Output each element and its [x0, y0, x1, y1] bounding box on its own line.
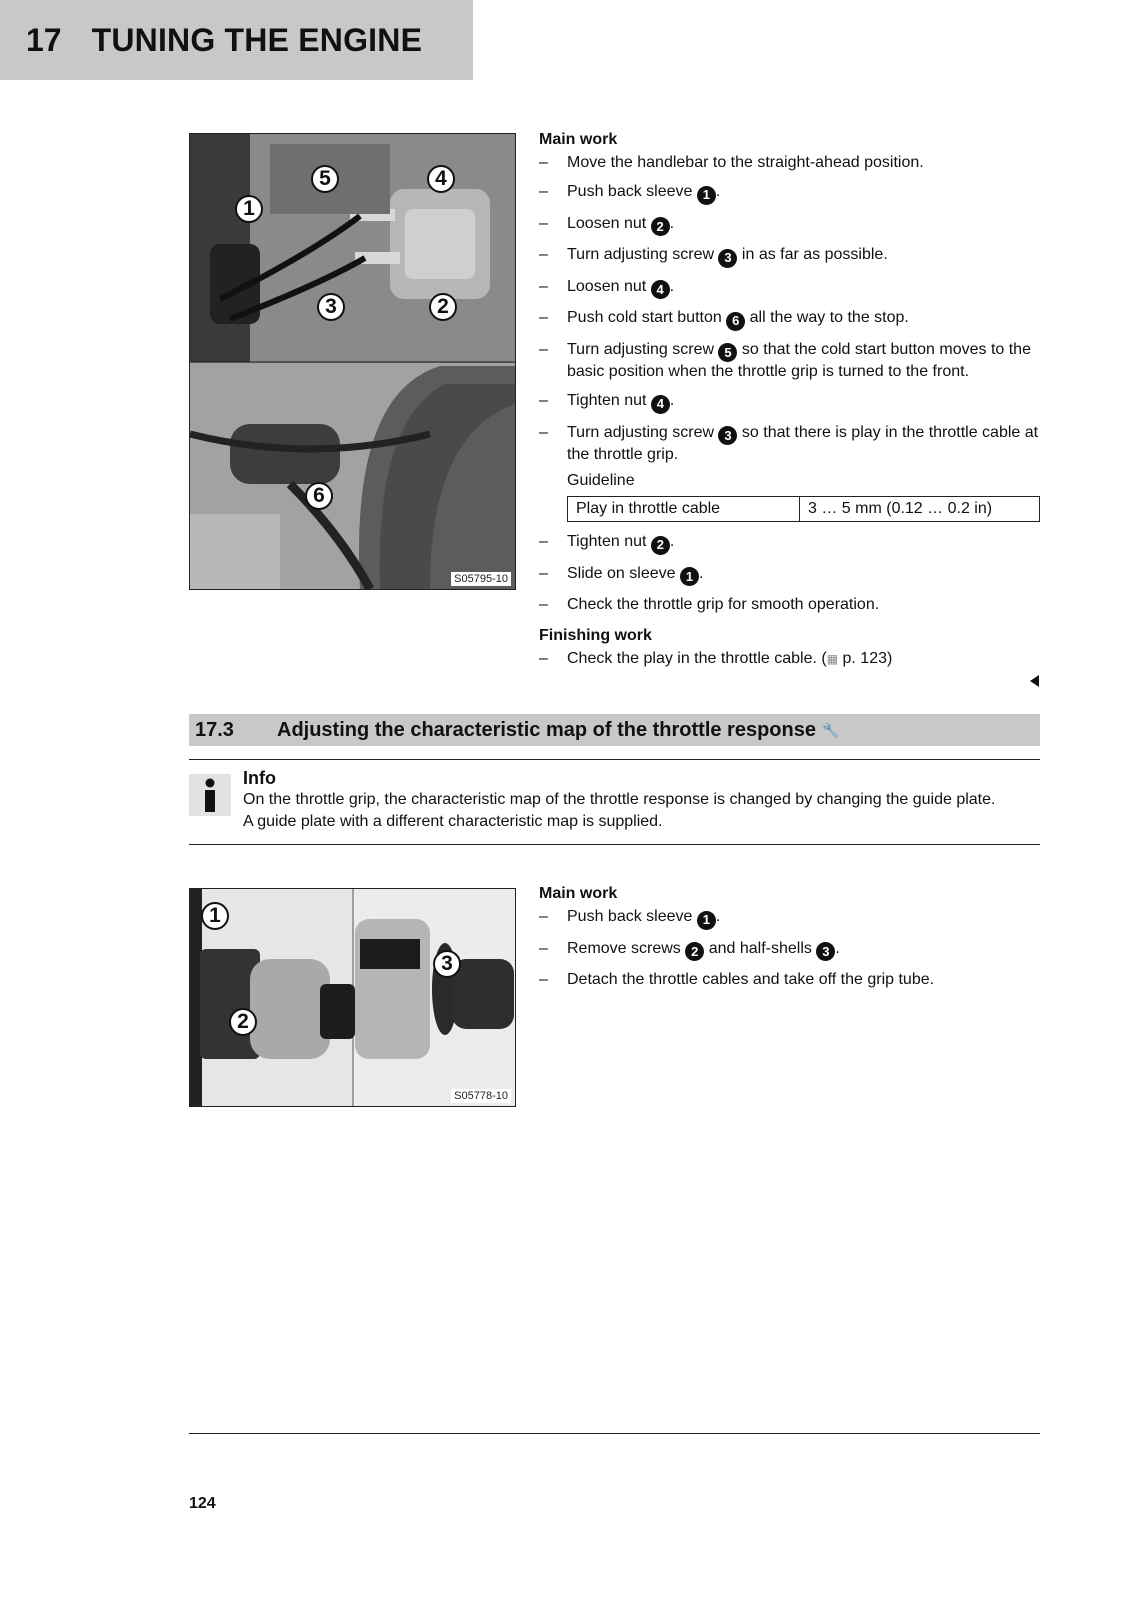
callout-badge: 3 [718, 426, 737, 445]
section-title: Adjusting the characteristic map of the throttle response [277, 718, 816, 741]
figure-code: S05778-10 [451, 1089, 511, 1103]
callout-badge: 4 [651, 280, 670, 299]
callout-3: 3 [433, 950, 461, 978]
figure-photo [190, 889, 515, 1106]
main-work-block-2 [539, 885, 1039, 999]
section-number: 17.3 [195, 718, 234, 741]
spec-row [568, 497, 1040, 522]
callout-badge: 2 [651, 217, 670, 236]
step-3: – Loosen nut 2 . [539, 214, 1039, 237]
step-3: – Detach the throttle cables and take off the grip tube. [539, 971, 935, 988]
main-work-heading: Main work [539, 131, 618, 148]
step-7: – Turn adjusting screw 5 so that the cold start button moves to the basic position when the throttle grip is turned to the front. [539, 340, 1031, 380]
callout-6: 6 [305, 482, 333, 510]
spec-key: Play in throttle cable [568, 497, 800, 522]
step-1: – Move the handlebar to the straight-ahead position. [539, 154, 924, 171]
info-box [189, 759, 1040, 845]
callout-badge: 1 [697, 911, 716, 930]
info-paragraph-1: On the throttle grip, the characteristic map of the throttle response is changed by changing the guide plate. [243, 791, 996, 808]
finishing-work-heading: Finishing work [539, 627, 652, 644]
step-11: – Slide on sleeve 1 . [539, 564, 1039, 587]
page-number: 124 [189, 1495, 216, 1512]
callout-badge: 5 [718, 343, 737, 362]
figure-throttle-grip [189, 888, 516, 1107]
section-end-icon [1030, 675, 1039, 687]
callout-1: 1 [235, 195, 263, 223]
chapter-header [0, 0, 473, 80]
callout-badge: 3 [718, 249, 737, 268]
step-2: – Push back sleeve 1 . [539, 182, 1039, 205]
page-ref-icon: ▦ [826, 652, 839, 666]
callout-2: 2 [429, 293, 457, 321]
step-1: – Push back sleeve 1 . [539, 907, 1039, 930]
callout-5: 5 [311, 165, 339, 193]
callout-badge: 2 [685, 942, 704, 961]
callout-3: 3 [317, 293, 345, 321]
spec-value: 3 … 5 mm (0.12 … 0.2 in) [800, 497, 1040, 522]
step-8: – Tighten nut 4 . [539, 391, 1039, 414]
step-10: – Tighten nut 2 . [539, 532, 1039, 555]
step-5: – Loosen nut 4 . [539, 277, 1039, 300]
step-4: – Turn adjusting screw 3 in as far as possible. [539, 245, 1039, 268]
callout-badge: 6 [726, 312, 745, 331]
callout-badge: 2 [651, 536, 670, 555]
callout-badge: 1 [697, 186, 716, 205]
callout-badge: 3 [816, 942, 835, 961]
callout-4: 4 [427, 165, 455, 193]
footer-rule [189, 1433, 1040, 1434]
section-heading [189, 714, 1040, 746]
step-6: – Push cold start button 6 all the way to the stop. [539, 308, 1039, 331]
info-paragraph-2: A guide plate with a different characteristic map is supplied. [243, 813, 663, 830]
figure-code: S05795-10 [451, 572, 511, 586]
chapter-title: TUNING THE ENGINE [91, 21, 423, 58]
wrench-icon: 🔧 [821, 721, 840, 738]
info-icon [189, 774, 231, 816]
step-9: – Turn adjusting screw 3 so that there is play in the throttle cable at the throttle grip. [539, 423, 1039, 463]
step-2: – Remove screws 2 and half-shells 3 . [539, 939, 1039, 962]
step-12: – Check the throttle grip for smooth operation. [539, 596, 880, 613]
main-work-block-1 [539, 131, 1039, 678]
page-ref-link[interactable]: p. 123) [842, 650, 893, 667]
callout-badge: 1 [680, 567, 699, 586]
figure-throttle-cable-adjustment [189, 133, 516, 590]
spec-table [567, 496, 1040, 522]
finishing-step: – Check the play in the throttle cable. (▦ p. 123) [539, 650, 893, 667]
chapter-number: 17 [26, 21, 62, 58]
guideline-label: Guideline [567, 472, 635, 489]
callout-2: 2 [229, 1008, 257, 1036]
callout-1: 1 [201, 902, 229, 930]
main-work-heading: Main work [539, 885, 618, 902]
callout-badge: 4 [651, 395, 670, 414]
info-heading: Info [243, 768, 276, 788]
